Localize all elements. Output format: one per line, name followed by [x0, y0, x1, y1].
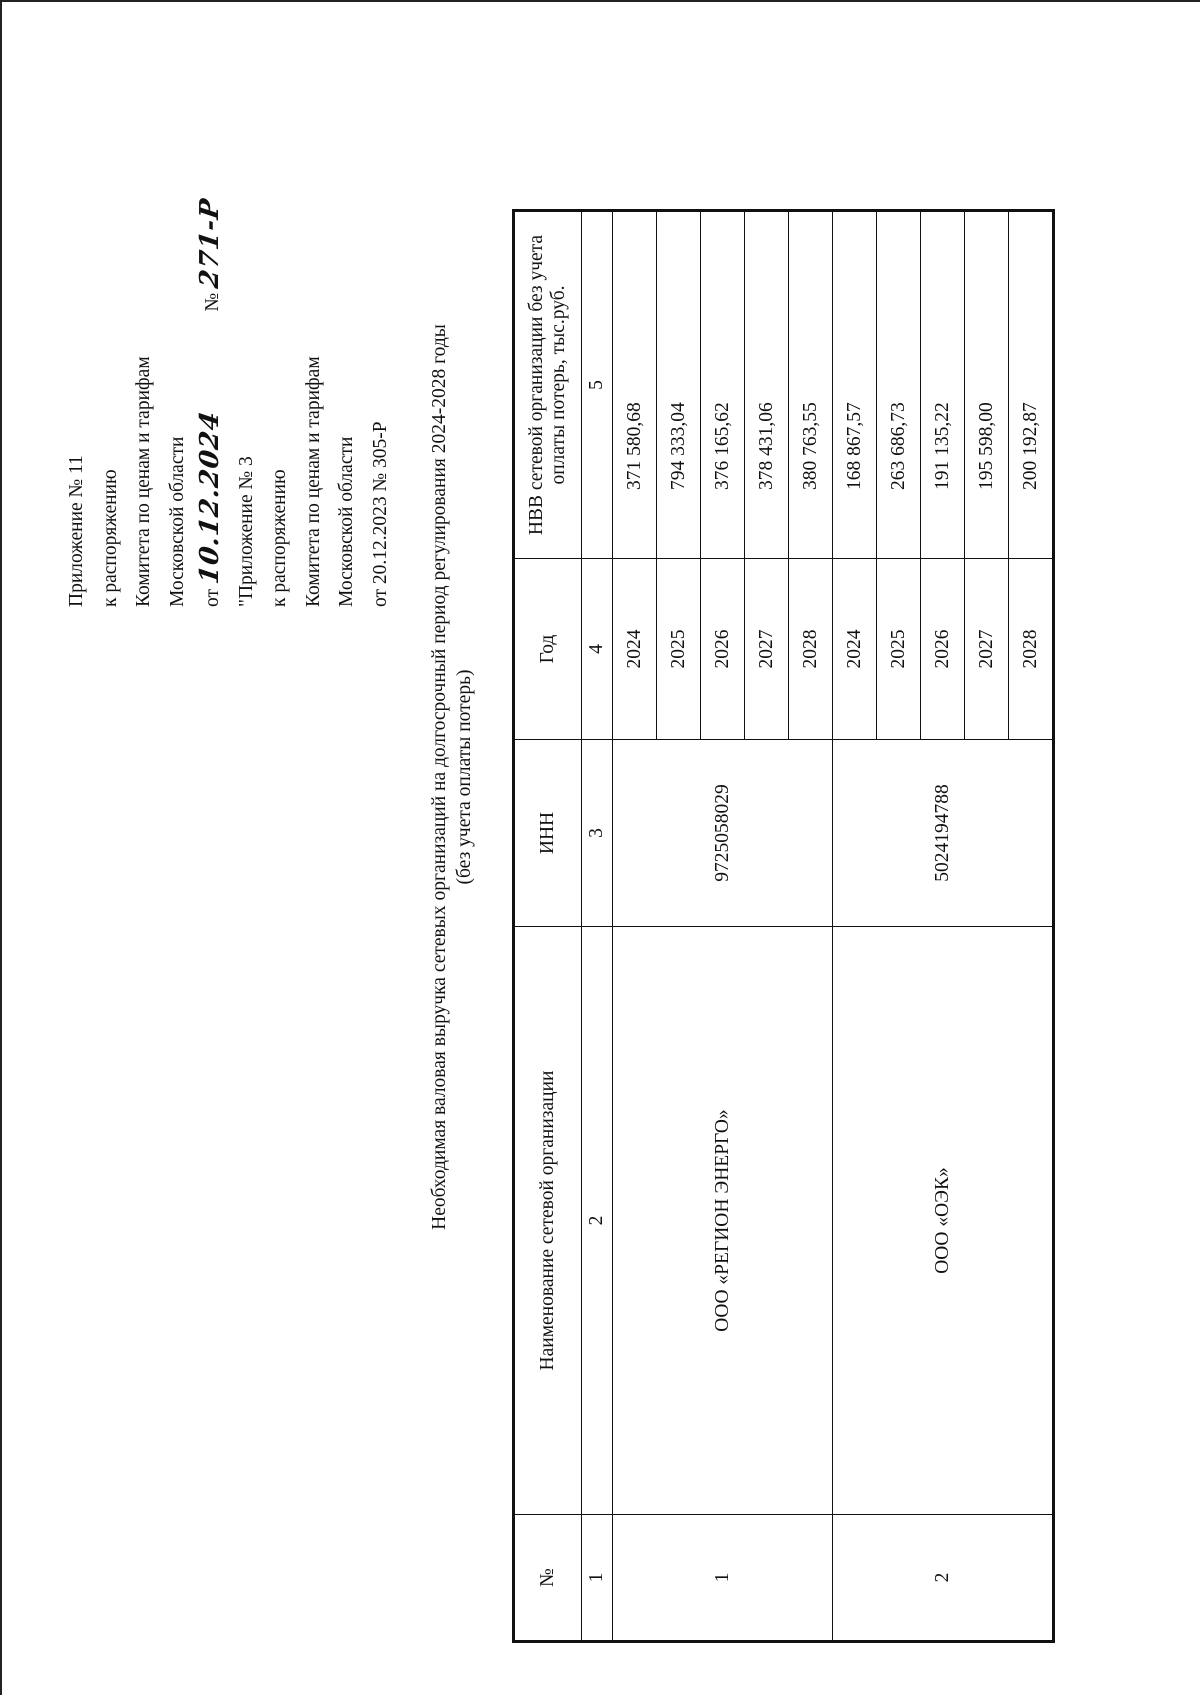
header-line: Московской области: [166, 436, 188, 607]
quote-line: "Приложение № 3: [235, 456, 257, 607]
column-number: 2: [582, 927, 613, 1515]
nvv-table: [512, 209, 1055, 1643]
nvv-value: 376 165,62: [711, 402, 733, 490]
org-inn: 9725058029: [613, 740, 833, 927]
title-line-1: Необходимая валовая выручка сетевых организаций на долгосрочный период регулирования 2024-2028 годы: [429, 324, 450, 1230]
year-cell: 2024: [833, 559, 877, 740]
header-nvv: НВВ сетевой организации без учета оплаты потерь, тыс.руб.: [514, 211, 582, 559]
table-row: [833, 211, 877, 1642]
year-cell: 2026: [701, 559, 745, 740]
handwritten-number: 271-Р: [195, 196, 225, 291]
nvv-cell: [1009, 211, 1054, 559]
org-name: ООО «ОЭК»: [833, 927, 1054, 1515]
column-number: 4: [582, 559, 613, 740]
nvv-value: 263 686,73: [887, 402, 909, 490]
org-name: ООО «РЕГИОН ЭНЕРГО»: [613, 927, 833, 1515]
nvv-cell: [877, 211, 921, 559]
quote-line: Московской области: [336, 436, 357, 607]
header-inn: ИНН: [514, 740, 582, 927]
year-cell: 2028: [1009, 559, 1054, 740]
number-prefix: №: [202, 292, 223, 312]
handwritten-date: 10.12.2024: [195, 409, 225, 587]
nvv-cell: [657, 211, 701, 559]
header-no: №: [514, 1515, 582, 1642]
quote-line: Комитета по ценам и тарифам: [302, 356, 324, 607]
header-date-line: [194, 87, 230, 607]
nvv-value: 168 867,57: [843, 402, 865, 490]
title-line-2: (без учета оплаты потерь): [454, 669, 475, 885]
year-cell: 2027: [965, 559, 1009, 740]
nvv-cell: [965, 211, 1009, 559]
rotated-page-content: [2, 2, 1200, 1695]
table-row: [613, 211, 657, 1642]
column-number: 5: [582, 211, 613, 559]
header-year: Год: [514, 559, 582, 740]
org-inn: 5024194788: [833, 740, 1054, 927]
quote-line: от 20.12.2023 № 305-Р: [369, 421, 391, 607]
appendix-header: [60, 87, 397, 607]
year-cell: 2025: [877, 559, 921, 740]
nvv-cell: [833, 211, 877, 559]
nvv-value: 191 135,22: [931, 402, 953, 490]
nvv-cell: [613, 211, 657, 559]
nvv-cell: [701, 211, 745, 559]
column-number: 1: [582, 1515, 613, 1642]
nvv-value: 380 763,55: [799, 402, 821, 490]
header-line: Комитета по ценам и тарифам: [133, 356, 154, 607]
nvv-value: 195 598,00: [975, 402, 997, 490]
org-no: 1: [613, 1515, 833, 1642]
year-cell: 2028: [789, 559, 833, 740]
column-number: 3: [582, 740, 613, 927]
header-line: Приложение № 11: [66, 455, 87, 607]
header-line: к распоряжению: [99, 469, 121, 607]
org-no: 2: [833, 1515, 1054, 1642]
nvv-cell: [789, 211, 833, 559]
nvv-cell: [921, 211, 965, 559]
year-cell: 2024: [613, 559, 657, 740]
year-cell: 2026: [921, 559, 965, 740]
nvv-value: 794 333,04: [667, 402, 689, 490]
document-title: [427, 7, 477, 1547]
header-name: Наименование сетевой организации: [514, 927, 582, 1515]
nvv-cell: [745, 211, 789, 559]
column-number-row: [582, 211, 613, 1642]
year-cell: 2027: [745, 559, 789, 740]
table-header-row: [514, 211, 582, 1642]
quote-line: к распоряжению: [269, 469, 290, 607]
nvv-value: 200 192,87: [1019, 402, 1041, 490]
nvv-value: 371 580,68: [623, 402, 645, 490]
year-cell: 2025: [657, 559, 701, 740]
nvv-value: 378 431,06: [755, 402, 777, 490]
date-prefix: от: [202, 588, 223, 607]
